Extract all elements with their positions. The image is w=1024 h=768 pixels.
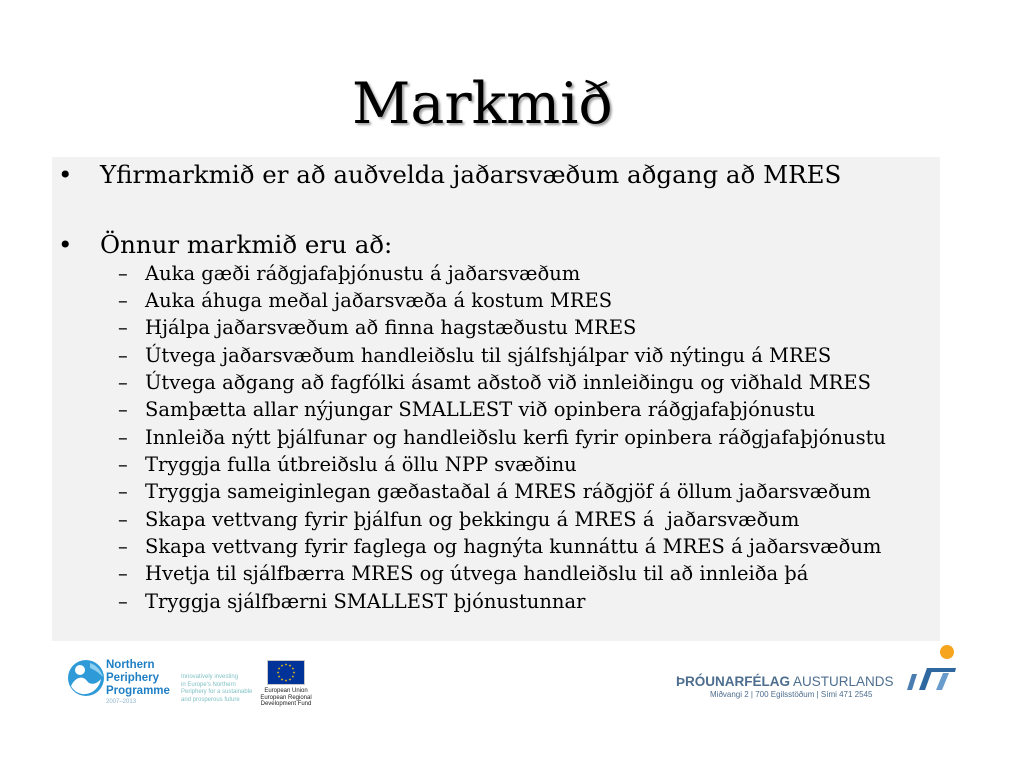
org-address: Miðvangi 2 | 700 Egilsstöðum | Sími 471 2545	[710, 690, 873, 699]
npp-years: 2007–2013	[106, 699, 137, 705]
bullet-text: Önnur markmið eru að:	[100, 230, 393, 259]
list-item-text: Hvetja til sjálfbærra MRES og útvega handleiðslu til að innleiða þá	[145, 562, 809, 586]
npp-line: Periphery	[106, 672, 160, 684]
org-name-regular: AUSTURLANDS	[793, 674, 894, 689]
list-item	[118, 451, 886, 478]
eu-logo-text	[256, 688, 316, 708]
org-name	[676, 674, 894, 689]
dash-marker: –	[118, 370, 128, 394]
list-item	[118, 314, 886, 341]
dash-marker: –	[118, 261, 128, 285]
npp-line: Northern	[106, 659, 155, 671]
list-item-text: Skapa vettvang fyrir faglega og hagnýta kunnáttu á MRES á jaðarsvæðum	[145, 534, 882, 558]
org-name-bold: ÞRÓUNARFÉLAG	[676, 674, 790, 689]
dash-marker: –	[118, 343, 128, 367]
dash-marker: –	[118, 562, 128, 586]
list-item	[118, 396, 886, 423]
list-item-text: Samþætta allar nýjungar SMALLEST við opinbera ráðgjafaþjónustu	[145, 398, 816, 422]
dash-marker: –	[118, 452, 128, 476]
sub-goal-list	[118, 260, 886, 615]
dash-marker: –	[118, 398, 128, 422]
npp-figure-icon	[66, 657, 106, 699]
eu-line: European Union	[264, 688, 308, 694]
austurland-logo-icon	[900, 640, 962, 696]
tagline-line: Innovatively investing	[181, 674, 239, 680]
eu-flag-icon	[267, 660, 305, 685]
dash-marker: –	[118, 534, 128, 558]
list-item	[118, 533, 886, 560]
npp-logo-text	[106, 659, 170, 698]
main-bullet	[58, 160, 841, 190]
list-item	[118, 342, 886, 369]
list-item-text: Auka áhuga meðal jaðarsvæða á kostum MRES	[145, 288, 613, 312]
list-item-text: Útvega aðgang að fagfólki ásamt aðstoð við innleiðingu og viðhald MRES	[145, 370, 871, 394]
bullet-marker: •	[58, 160, 73, 189]
list-item	[118, 506, 886, 533]
list-item-text: Tryggja fulla útbreiðslu á öllu NPP svæðinu	[145, 452, 577, 476]
tagline-line: and prosperous future	[181, 696, 240, 703]
list-item	[118, 260, 886, 287]
list-item-text: Útvega jaðarsvæðum handleiðslu til sjálfshjálpar við nýtingu á MRES	[145, 343, 832, 367]
npp-tagline	[181, 674, 252, 704]
dash-marker: –	[118, 507, 128, 531]
list-item	[118, 588, 886, 615]
list-item	[118, 287, 886, 314]
list-item-text: Hjálpa jaðarsvæðum að finna hagstæðustu MRES	[145, 316, 637, 340]
tagline-line: Periphery for a sustainable	[181, 689, 253, 695]
list-item	[118, 560, 886, 587]
list-item-text: Tryggja sjálfbærni SMALLEST þjónustunnar	[145, 589, 586, 613]
list-item-text: Auka gæði ráðgjafaþjónustu á jaðarsvæðum	[145, 261, 581, 285]
bullet-text: Yfirmarkmið er að auðvelda jaðarsvæðum aðgang að MRES	[100, 160, 842, 189]
list-item	[118, 424, 886, 451]
eu-line: Development Fund	[260, 701, 312, 707]
eu-line: European Regional	[260, 694, 312, 701]
dash-marker: –	[118, 480, 128, 504]
list-item-text: Innleiða nýtt þjálfunar og handleiðslu kerfi fyrir opinbera ráðgjafaþjónustu	[145, 425, 886, 449]
list-item	[118, 369, 886, 396]
dash-marker: –	[118, 316, 128, 340]
list-item	[118, 478, 886, 505]
main-bullet	[58, 230, 392, 260]
dash-marker: –	[118, 288, 128, 312]
tagline-line: in Europe's Northern	[181, 681, 236, 688]
npp-line: Programme	[106, 685, 170, 697]
slide-title: Markmið	[352, 71, 613, 137]
dash-marker: –	[118, 589, 128, 613]
list-item-text: Skapa vettvang fyrir þjálfun og þekkingu á MRES á jaðarsvæðum	[145, 507, 800, 531]
dash-marker: –	[118, 425, 128, 449]
bullet-marker: •	[58, 230, 73, 259]
list-item-text: Tryggja sameiginlegan gæðastaðal á MRES ráðgjöf á öllum jaðarsvæðum	[145, 480, 871, 504]
